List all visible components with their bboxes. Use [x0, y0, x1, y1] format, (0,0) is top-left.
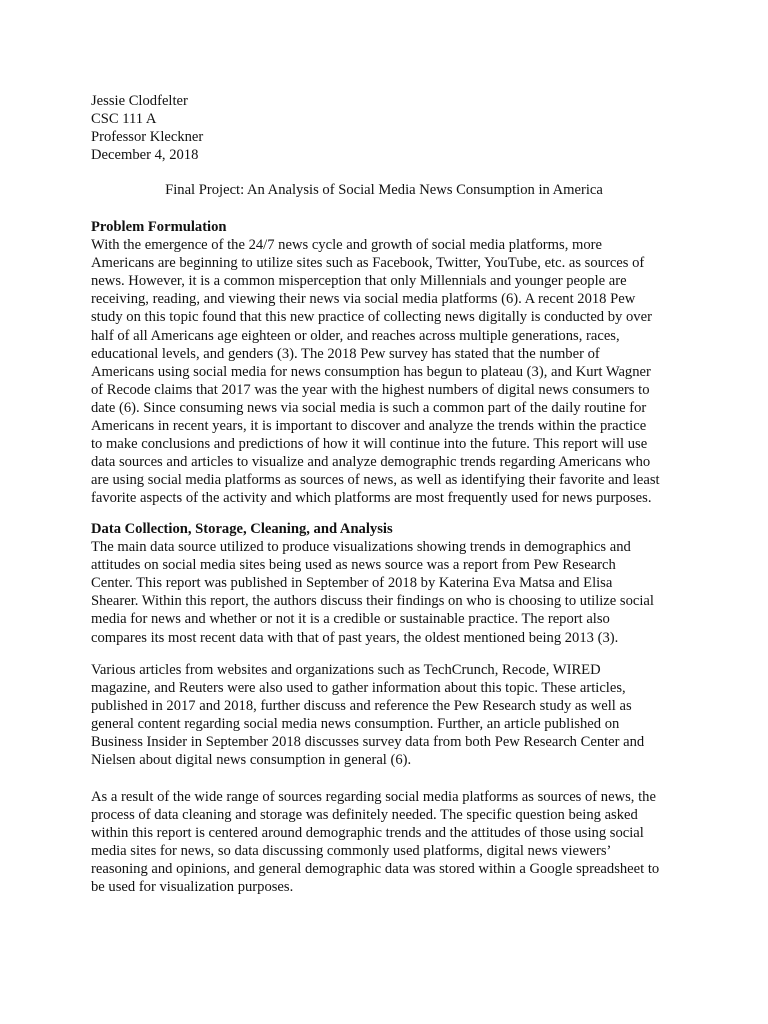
paragraph-line: Shearer. Within this report, the authors discuss their findings on who is choosing to utilize social	[91, 593, 654, 610]
paragraph-line: attitudes on social media sites being used as news source was a report from Pew Research	[91, 557, 616, 574]
paragraph-line: Various articles from websites and organizations such as TechCrunch, Recode, WIRED	[91, 662, 601, 678]
document-date: December 4, 2018	[91, 147, 199, 164]
paragraph-line: Nielsen about digital news consumption in general (6).	[91, 752, 412, 769]
paragraph-line: compares its most recent data with that of past years, the oldest mentioned being 2013 (3).	[91, 629, 619, 646]
paragraph-line: Business Insider in September 2018 discusses survey data from both Pew Research Center and	[91, 734, 645, 751]
paragraph-line: be used for visualization purposes.	[91, 879, 294, 896]
paragraph-line: study on this topic found that this new practice of collecting news digitally is conducted by over	[91, 309, 652, 326]
paragraph-line: within this report is centered around demographic trends and the attitudes of those using social	[91, 825, 644, 842]
course-code: CSC 111 A	[91, 111, 157, 128]
paragraph-line: half of all Americans age eighteen or older, and reaches across multiple generations, races,	[91, 327, 620, 344]
paragraph-line: date (6). Since consuming news via social media is such a common part of the daily routine for	[91, 399, 647, 416]
paragraph-line: process of data cleaning and storage was definitely needed. The specific question being asked	[91, 807, 638, 824]
paragraph-line: Americans using social media for news consumption has begun to plateau (3), and Kurt Wagner	[91, 363, 651, 380]
section-data-collection	[91, 520, 691, 647]
paragraph-line: Americans are beginning to utilize sites such as Facebook, Twitter, YouTube, etc. as sources of	[91, 255, 645, 272]
paragraph-line: Center. This report was published in September of 2018 by Katerina Eva Matsa and Elisa	[91, 575, 613, 592]
header-block	[91, 92, 691, 164]
paragraph-line: educational levels, and genders (3). The 2018 Pew survey has stated that the number of	[91, 345, 600, 362]
section-heading: Data Collection, Storage, Cleaning, and Analysis	[91, 521, 393, 537]
paragraph-data-cleaning	[91, 788, 691, 897]
paragraph-sources	[91, 661, 691, 770]
professor-name: Professor Kleckner	[91, 129, 204, 146]
author-name: Jessie Clodfelter	[91, 93, 188, 109]
paragraph-line: published in 2017 and 2018, further discuss and reference the Pew Research study as well as	[91, 698, 632, 715]
paragraph-line: favorite aspects of the activity and which platforms are most frequently used for news purposes.	[91, 490, 652, 507]
paragraph-line: to make conclusions and predictions of how it will continue into the future. This report will use	[91, 436, 648, 453]
paragraph-line: data sources and articles to visualize and analyze demographic trends regarding Americans who	[91, 454, 651, 471]
paragraph-line: general content regarding social media news consumption. Further, an article published on	[91, 716, 620, 733]
paragraph-line: receiving, reading, and viewing their news via social media platforms (6). A recent 2018 Pew	[91, 291, 636, 308]
paragraph-line: news. However, it is a common misperception that only Millennials and younger people are	[91, 273, 627, 290]
paragraph-line: magazine, and Reuters were also used to gather information about this topic. These articles,	[91, 680, 626, 697]
paragraph-line: The main data source utilized to produce visualizations showing trends in demographics and	[91, 539, 631, 556]
paragraph-line: reasoning and opinions, and general demographic data was stored within a Google spreadsheet to	[91, 861, 660, 878]
paragraph-line: of Recode claims that 2017 was the year with the highest numbers of digital news consumers to	[91, 381, 650, 398]
section-heading: Problem Formulation	[91, 219, 227, 235]
paragraph-line: are using social media platforms as sources of news, as well as identifying their favorite and least	[91, 472, 660, 489]
paragraph-line: Americans in recent years, it is important to discover and analyze the trends within the practice	[91, 418, 647, 435]
paragraph-line: media sites for news, so data discussing commonly used platforms, digital news viewers’	[91, 843, 612, 860]
paragraph-line: media for news and whether or not it is a credible or sustainable practice. The report also	[91, 611, 610, 628]
section-problem-formulation	[91, 218, 691, 508]
paragraph-line: With the emergence of the 24/7 news cycle and growth of social media platforms, more	[91, 237, 602, 254]
document-title: Final Project: An Analysis of Social Media News Consumption in America	[165, 182, 603, 198]
paragraph-line: As a result of the wide range of sources regarding social media platforms as sources of news, the	[91, 789, 656, 805]
